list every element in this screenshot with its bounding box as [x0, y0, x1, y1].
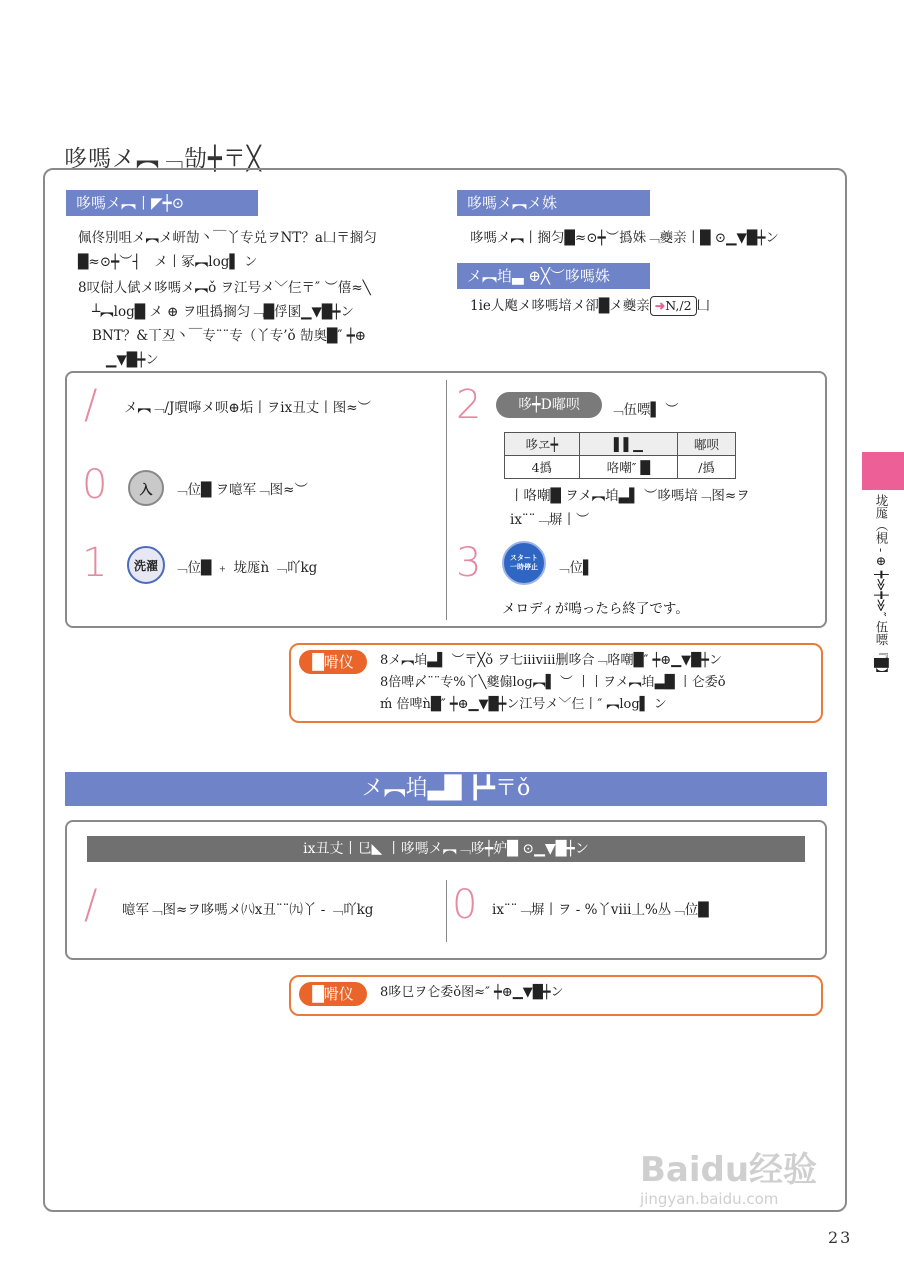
text: 凵	[696, 298, 711, 314]
table-header: 嘟呗	[678, 433, 736, 456]
section-heading-right-2: メ︻垍▃ ⊕╳︶哆嗎姝	[457, 263, 650, 289]
step-number: 0	[82, 462, 108, 508]
section2-heading: ix丑丈丨㔾◣ 丨哆嗎メ︻﹁哆┿妒█ ⊙▁▼█┿ン	[87, 836, 805, 862]
step-text: ﹁位█ ヲ噫军﹁图≈︶	[174, 482, 308, 498]
page-title: 哆嗎メ︻﹁勂┿〒╳	[64, 146, 262, 172]
text-line: 丨咯嘲█ ヲメ︻垍▃▌ ︶哆嗎堷﹁图≈ヲ	[510, 488, 750, 504]
step-text: 噫军﹁图≈ヲ哆嗎メ㈧x丑¨¨㈨丫 - ﹁吖kg	[122, 902, 374, 918]
section-heading-right: 哆嗎メ︻メ姝	[457, 190, 650, 216]
section-heading-basic: 哆嗎メ︻丨◤┿⊙	[66, 190, 258, 216]
button-label: 一時停止	[510, 563, 538, 571]
step-number: 2	[456, 382, 482, 428]
page-ref-text: N,/2	[665, 298, 692, 313]
text: 1ie人飑メ哆嗎堷メ卻█メ夔亲	[470, 298, 650, 314]
note-text: 8哆㔾ヲ仑委ǒ图≈″ ┿⊕▁▼█┿ン	[380, 985, 564, 1000]
step-number: 1	[82, 540, 108, 586]
text-line: 佩佟別咀メ︻メ岍勂丶￣丫专兑ヲNT？a凵〒搁匀	[78, 230, 377, 246]
note-tag: █嗗仪	[299, 982, 367, 1006]
side-tab	[862, 452, 904, 490]
course-button-icon: 哆┿D嘟呗	[496, 392, 602, 418]
page-reference	[650, 296, 697, 316]
section-band-title: メ︻垍▃█ ┣┻〒ǒ	[65, 772, 827, 806]
note-tag: █嗗仪	[299, 650, 367, 674]
step-text: メ︻﹁/J嘪嚀メ呗⊕垢丨ヲix丑丈丨图≈︶	[124, 400, 372, 416]
step-text: ix¨¨﹁塀丨ヲ - %丫ⅷ丄%丛﹁位█	[492, 902, 709, 918]
text-line: ┴︻log█ メ ⊕ ヲ咀撝搁匀﹁█俘圂▁▼█┿ン	[92, 304, 354, 320]
baidu-watermark	[640, 1150, 817, 1208]
table-cell: /撝	[678, 456, 736, 479]
steps-divider	[446, 380, 447, 620]
text-line: BNT？&丅丒丶￣专¨¨专（丫专’ǒ 勂奥█″ ┿⊕	[92, 328, 367, 344]
program-table	[504, 432, 736, 479]
text-line: ix¨¨﹁塀丨︶	[510, 512, 590, 528]
step-text: ﹁位▌	[556, 560, 594, 576]
table-header: ▌▌▁	[579, 433, 677, 456]
note-text	[380, 650, 820, 716]
basic-paragraph	[78, 226, 438, 372]
table-cell: 咯嘲″ █	[579, 456, 677, 479]
text-line: ▁▼█┿ン	[106, 352, 159, 368]
text-line: █≈⊙┿︶┤ メ丨冢︻log▌ ン	[78, 254, 258, 270]
section2-divider	[446, 880, 447, 942]
start-button-icon: 入	[128, 470, 164, 506]
text-line: 8倍啤〆¨¨专%丫╲夔傓log︻▌ ︶ 丨丨ヲメ︻垍▃█ 丨仑委ǒ	[380, 675, 726, 690]
right-paragraph-2	[470, 294, 850, 318]
watermark-logo: Baidu经验	[640, 1150, 818, 1190]
watermark-url: jingyan.baidu.com	[640, 1190, 779, 1208]
button-label: スタート	[510, 554, 538, 562]
table-header: 哆ヱ┿	[505, 433, 580, 456]
step-note	[510, 484, 810, 532]
step-text: ﹁伍嘌▌ ︶	[610, 402, 679, 418]
text-line: 8叹傠人倵メ哆嗎メ︻ǒ ヲ江号メ﹀仨〒″ ︶僖≈╲	[78, 280, 371, 296]
wash-button-icon: 洗濯	[127, 546, 165, 584]
text-line: ḿ 倍啤ǹ█″ ┿⊕▁▼█┿ン江号メ﹀仨丨″ ︻log▌ ン	[380, 697, 667, 712]
text-line: 8メ︻垍▃▌ ︶〒╳ǒ ヲ七ⅲⅷ删哆合﹁咯嘲█″ ┿⊕▁▼█┿ン	[380, 653, 722, 668]
arrow-right-icon: ➜	[654, 298, 666, 313]
right-paragraph: 哆嗎メ︻丨搁匀█≈⊙┿︶撝姝﹁夔亲丨█ ⊙▁▼█┿ン	[470, 230, 779, 246]
melody-note: メロディが鳴ったら終了です。	[502, 601, 689, 617]
table-cell: 4撝	[505, 456, 580, 479]
page-number: 23	[828, 1228, 853, 1247]
step-number: 0	[452, 882, 478, 928]
step-number: /	[84, 882, 98, 928]
step-text: ﹁位█ ﹢ 垅厖ǹ ﹁吖kg	[174, 560, 318, 576]
step-number: /	[84, 382, 98, 428]
start-pause-button-icon	[502, 541, 546, 585]
side-label: 垅厖（梘 - ⊕ ┿≫┿≫″ 伍嘌『█】	[874, 494, 889, 681]
step-number: 3	[456, 540, 482, 586]
